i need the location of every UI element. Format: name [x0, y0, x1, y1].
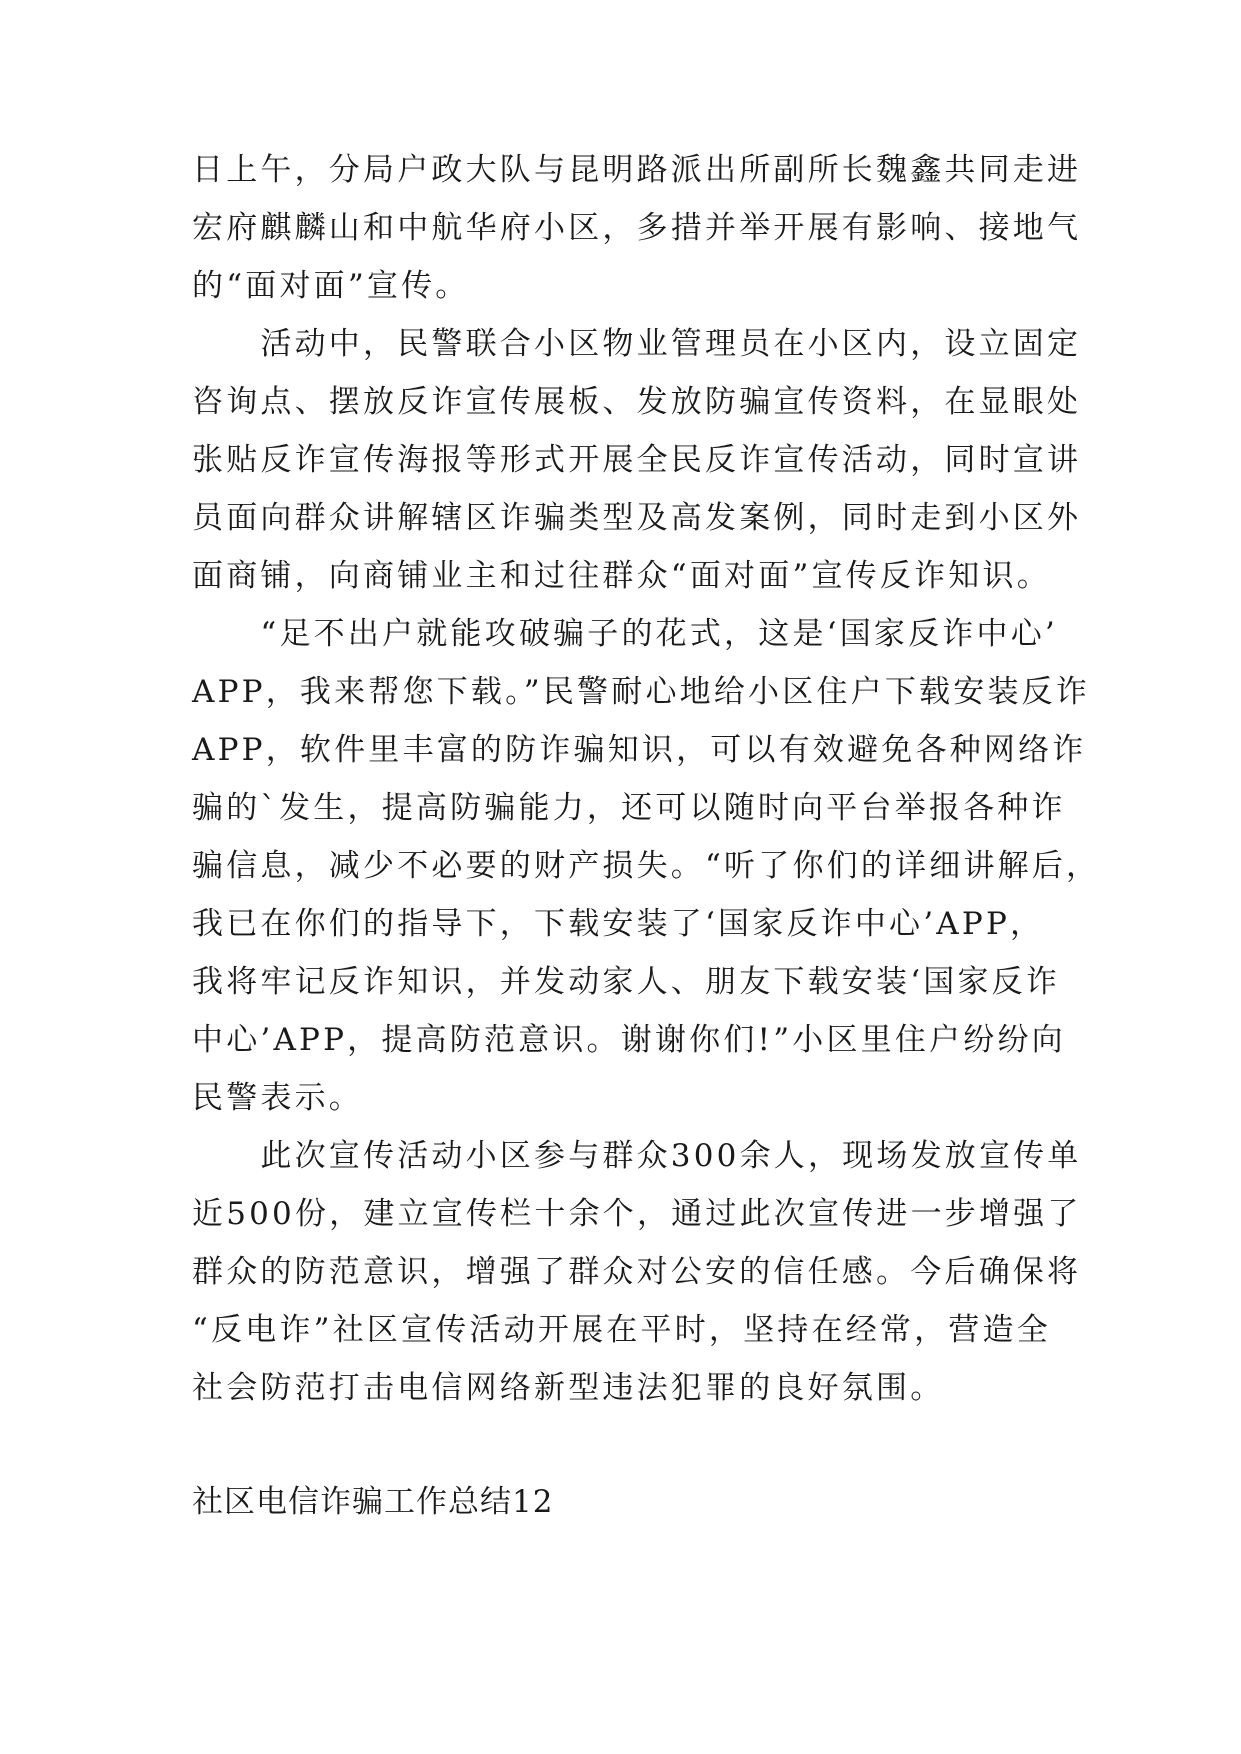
- body-line: 群众的防范意识，增强了群众对公安的信任感。今后确保将: [192, 1254, 1082, 1290]
- body-line: 骗的`发生，提高防骗能力，还可以随时向平台举报各种诈: [192, 790, 1066, 826]
- body-line: 宏府麒麟山和中航华府小区，多措并举开展有影响、接地气: [192, 210, 1082, 246]
- body-line: 社会防范打击电信网络新型违法犯罪的良好氛围。: [192, 1370, 945, 1406]
- body-line: 我将牢记反诈知识，并发动家人、朋友下载安装‘国家反诈: [192, 964, 1061, 1000]
- body-line: 活动中，民警联合小区物业管理员在小区内，设立固定: [192, 326, 1082, 362]
- body-line: 此次宣传活动小区参与群众300余人，现场发放宣传单: [192, 1138, 1082, 1174]
- body-line: “足不出户就能攻破骗子的花式，这是‘国家反诈中心’: [192, 616, 1058, 652]
- body-line: APP，软件里丰富的防诈骗知识，可以有效避免各种网络诈: [192, 732, 1087, 768]
- body-line: 张贴反诈宣传海报等形式开展全民反诈宣传活动，同时宣讲: [192, 442, 1082, 478]
- body-line: “反电诈”社区宣传活动开展在平时，坚持在经常，营造全: [192, 1312, 1051, 1348]
- body-line: 咨询点、摆放反诈宣传展板、发放防骗宣传资料，在显眼处: [192, 384, 1082, 420]
- body-line: 近500份，建立宣传栏十余个，通过此次宣传进一步增强了: [192, 1196, 1082, 1232]
- body-line: 我已在你们的指导下，下载安装了‘国家反诈中心’APP，: [192, 906, 1045, 942]
- body-line: 的“面对面”宣传。: [192, 268, 470, 304]
- body-line: 骗信息，减少不必要的财产损失。“听了你们的详细讲解后，: [192, 848, 1101, 884]
- body-line: 员面向群众讲解辖区诈骗类型及高发案例，同时走到小区外: [192, 500, 1082, 536]
- body-line: 日上午，分局户政大队与昆明路派出所副所长魏鑫共同走进: [192, 152, 1082, 188]
- body-line: APP，我来帮您下载。”民警耐心地给小区住户下载安装反诈: [192, 674, 1091, 710]
- body-line: 民警表示。: [192, 1080, 363, 1116]
- section-heading: 社区电信诈骗工作总结12: [192, 1484, 554, 1520]
- body-line: 面商铺，向商铺业主和过往群众“面对面”宣传反诈知识。: [192, 558, 1051, 594]
- body-line: 中心’APP，提高防范意识。谢谢你们!”小区里住户纷纷向: [192, 1022, 1066, 1058]
